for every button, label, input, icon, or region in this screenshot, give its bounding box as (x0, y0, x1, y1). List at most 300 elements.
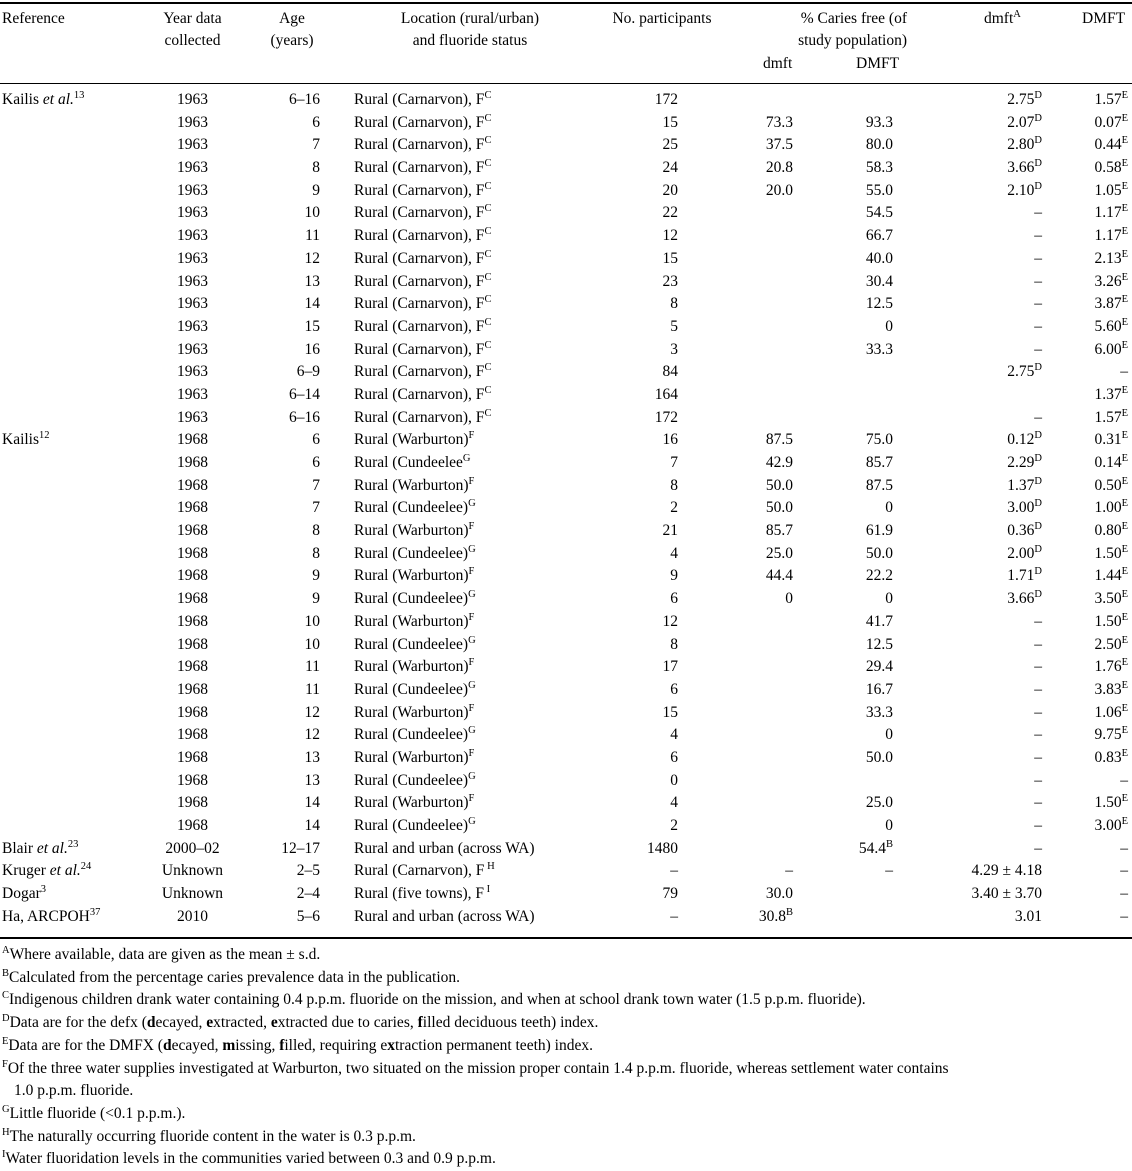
cell-age: 15 (304, 317, 320, 335)
dmft-footnote: D (1034, 453, 1042, 464)
cell-year: 1963 (177, 227, 208, 245)
cell-year: 1968 (177, 431, 208, 449)
table-header-rule (0, 83, 1132, 84)
cell-location: Rural (Carnarvon), $F^C$ (354, 316, 492, 335)
cell-year: 1963 (177, 91, 208, 108)
DMFT-footnote: E (1121, 226, 1128, 238)
cell-location: Rural (Carnarvon), $F^C$ (354, 362, 492, 381)
table-row (0, 429, 1132, 452)
cell-participants: 172 (654, 91, 678, 108)
table-top-rule (0, 2, 1132, 4)
cell-location: Rural (Warburton)$^F$ (354, 521, 475, 540)
footnote-text: Little fluoride (<0.1 p.p.m.). (9, 1104, 186, 1122)
cell-DMFT: $0.83^E$ (1094, 747, 1128, 766)
cell-DMFT: $1.50^E$ (1094, 543, 1128, 562)
cell-participants: 8 (670, 295, 678, 313)
cell-participants: 84 (662, 363, 678, 381)
cell-dmft: 3.40 ± 3.70 (971, 885, 1042, 903)
location-footnote: G (468, 589, 476, 601)
caries-dmft-footnote: B (785, 906, 793, 918)
cell-location: Rural (Carnarvon), $F^C$ (354, 90, 492, 108)
cell-dmft: $3.66^D$ (1007, 158, 1042, 177)
cell-age: 13 (304, 272, 320, 290)
cell-year: 1968 (177, 748, 208, 766)
table-row (0, 770, 1132, 793)
cell-dmft: – (1034, 748, 1042, 766)
cell-year: Unknown (161, 885, 224, 903)
cell-location: Rural (Warburton)$^F$ (354, 611, 475, 630)
location-footnote: F (468, 611, 475, 623)
cell-year: 1963 (177, 204, 208, 222)
DMFT-footnote: E (1121, 294, 1128, 306)
DMFT-footnote: E (1121, 725, 1128, 737)
cell-year: 1968 (177, 476, 208, 494)
table-row (0, 520, 1132, 543)
cell-dmft: $2.75^D$ (1007, 90, 1042, 108)
reference-et-al: et al. (42, 91, 74, 108)
cell-participants: 24 (662, 159, 678, 177)
cell-dmft: – (1034, 726, 1042, 744)
cell-DMFT: $0.07^E$ (1094, 112, 1128, 131)
table-row (0, 384, 1132, 407)
table-row (0, 134, 1132, 157)
location-footnote: G (468, 634, 476, 646)
cell-DMFT: $0.50^E$ (1094, 475, 1128, 494)
DMFT-footnote: E (1121, 271, 1128, 283)
cell-DMFT: $9.75^E$ (1094, 725, 1128, 744)
table-row (0, 906, 1132, 929)
cell-location: Rural (Carnarvon), $F^C$ (354, 112, 492, 131)
cell-participants: 15 (662, 703, 678, 721)
header-location-line2: and fluoride status (412, 32, 528, 49)
footnote (2, 944, 1128, 967)
cell-dmft: – (1034, 839, 1042, 857)
cell-dmft: – (1034, 680, 1042, 698)
cell-dmft: $3.66^D$ (1007, 589, 1042, 608)
table-row (0, 361, 1132, 384)
location-footnote: H (484, 861, 495, 873)
cell-caries-free-DMFT: 54.5 (865, 204, 893, 222)
location-footnote: F (468, 521, 475, 533)
dmft-footnote: D (1034, 498, 1042, 510)
cell-location: Rural (Carnarvon), $F^C$ (354, 203, 492, 222)
cell-dmft: – (1034, 249, 1042, 267)
header-caries-DMFT: DMFT (856, 55, 900, 72)
cell-age: 6–14 (289, 385, 320, 403)
cell-dmft: – (1034, 408, 1042, 426)
location-footnote: F (468, 702, 475, 714)
cell-DMFT: $3.83^E$ (1094, 679, 1128, 698)
DMFT-footnote: E (1121, 430, 1128, 442)
cell-caries-free-DMFT: 0 (885, 817, 893, 834)
cell-DMFT: $1.50^E$ (1094, 611, 1128, 630)
cell-location: Rural (Warburton)$^F$ (354, 566, 475, 585)
cell-caries-free-DMFT: 87.5 (865, 476, 893, 494)
cell-dmft: – (1034, 317, 1042, 335)
cell-DMFT: $1.17^E$ (1094, 203, 1128, 222)
cell-age: 2–5 (296, 862, 320, 880)
DMFT-footnote: E (1121, 747, 1128, 759)
reference-et-al: et al. (36, 839, 68, 857)
table-row (0, 112, 1132, 135)
location-footnote: I (484, 884, 491, 896)
DMFT-footnote: E (1121, 566, 1128, 578)
cell-age: 6 (312, 431, 320, 449)
cell-year: 1963 (177, 113, 208, 131)
header-dmft: dmft$^A$ (984, 9, 1021, 27)
cell-participants: 8 (670, 476, 678, 494)
cell-DMFT: – (1120, 839, 1128, 857)
location-footnote: C (484, 90, 492, 101)
cell-age: 10 (304, 204, 320, 222)
DMFT-footnote: E (1121, 498, 1128, 510)
cell-location: Rural (Carnarvon), $F^C$ (354, 158, 492, 177)
cell-reference: Kruger et al.$^{24}$ (2, 861, 92, 880)
cell-participants: 21 (662, 522, 678, 540)
cell-DMFT: $1.05^E$ (1094, 180, 1128, 199)
dmft-footnote: D (1034, 475, 1042, 487)
cell-DMFT: $3.26^E$ (1094, 271, 1128, 290)
DMFT-footnote: E (1121, 158, 1128, 170)
footnote-marker: C (2, 990, 10, 1002)
cell-reference: Kailis$^{12}$ (2, 430, 50, 449)
cell-dmft: $2.00^D$ (1007, 543, 1042, 562)
cell-caries-free-DMFT: 0 (885, 499, 893, 517)
cell-location: Rural (Carnarvon), F $^H$ (354, 861, 495, 880)
footnote-continuation: 1.0 p.p.m. fluoride. (14, 1082, 134, 1100)
table-row (0, 543, 1132, 566)
footnote (2, 1103, 1128, 1126)
cell-caries-free-DMFT: 58.3 (865, 159, 893, 177)
cell-caries-free-DMFT: 80.0 (865, 136, 893, 154)
table-row (0, 565, 1132, 588)
cell-year: 1963 (177, 363, 208, 381)
table-row (0, 248, 1132, 271)
cell-dmft: $1.37^D$ (1007, 475, 1042, 494)
cell-dmft: $2.07^D$ (1007, 112, 1042, 131)
cell-caries-free-dmft: 50.0 (765, 476, 793, 494)
cell-dmft: $2.29^D$ (1007, 453, 1042, 471)
header-caries-dmft: dmft (763, 55, 793, 72)
caries-DMFT-footnote: B (885, 838, 893, 850)
cell-caries-free-dmft: 20.8 (765, 159, 793, 177)
cell-participants: 164 (654, 385, 678, 403)
cell-year: 1963 (177, 317, 208, 335)
table-row (0, 339, 1132, 362)
cell-participants: 1480 (647, 839, 678, 857)
cell-DMFT: $0.80^E$ (1094, 521, 1128, 540)
cell-caries-free-DMFT: 75.0 (865, 431, 893, 449)
cell-dmft: $2.75^D$ (1007, 362, 1042, 381)
table-body (0, 89, 1132, 928)
cell-participants: 12 (662, 227, 678, 245)
cell-year: 1963 (177, 340, 208, 358)
table-footnotes (2, 944, 1128, 1171)
footnote (2, 1148, 1128, 1171)
DMFT-footnote: E (1121, 203, 1128, 215)
table-row (0, 271, 1132, 294)
cell-participants: 22 (662, 204, 678, 222)
cell-location: Rural (Warburton)$^F$ (354, 702, 475, 721)
cell-caries-free-DMFT: 61.9 (865, 522, 893, 540)
cell-year: 1968 (177, 658, 208, 676)
DMFT-footnote: E (1121, 339, 1128, 351)
cell-DMFT: $1.37^E$ (1094, 384, 1128, 403)
table-row (0, 202, 1132, 225)
cell-caries-free-DMFT: 12.5 (865, 295, 893, 313)
cell-caries-free-dmft: 85.7 (765, 522, 793, 540)
cell-year: 1968 (177, 703, 208, 721)
cell-year: 1968 (177, 635, 208, 653)
cell-DMFT: $1.00^E$ (1094, 498, 1128, 517)
cell-DMFT: $3.00^E$ (1094, 816, 1128, 834)
cell-year: 1963 (177, 295, 208, 313)
cell-caries-free-DMFT: – (885, 862, 893, 880)
header-participants: No. participants (612, 10, 712, 27)
cell-age: 8 (312, 522, 320, 540)
cell-reference: Kailis et al.$^{13}$ (2, 90, 85, 108)
cell-participants: 23 (662, 272, 678, 290)
cell-DMFT: $1.44^E$ (1094, 566, 1128, 585)
cell-caries-free-DMFT: 55.0 (865, 181, 893, 199)
cell-location: Rural (Carnarvon), $F^C$ (354, 339, 492, 358)
cell-age: 9 (312, 590, 320, 608)
cell-year: 1968 (177, 680, 208, 698)
table-row (0, 407, 1132, 430)
cell-location: Rural (Cundeelee$^G$ (354, 453, 471, 471)
footnote-text: The naturally occurring fluoride content in the water is 0.3 p.p.m. (9, 1127, 416, 1145)
cell-location: Rural (Warburton)$^F$ (354, 475, 475, 494)
cell-caries-free-dmft: 0 (785, 590, 793, 608)
footnote-marker: G (2, 1103, 10, 1115)
footnote (2, 1126, 1128, 1149)
dmft-footnote: D (1034, 589, 1042, 601)
dmft-footnote: D (1034, 180, 1042, 192)
cell-dmft: $1.71^D$ (1007, 566, 1042, 585)
dmft-footnote: D (1034, 158, 1042, 170)
cell-DMFT: $1.57^E$ (1094, 407, 1128, 426)
cell-participants: 20 (662, 181, 678, 199)
cell-participants: 5 (670, 317, 678, 335)
location-footnote: C (484, 362, 492, 374)
cell-year: 1968 (177, 817, 208, 834)
DMFT-footnote: E (1121, 112, 1128, 124)
cell-caries-free-DMFT: $54.4^B$ (858, 838, 893, 857)
cell-reference: Ha, ARCPOH$^{37}$ (2, 906, 101, 925)
cell-DMFT: $5.60^E$ (1094, 316, 1128, 335)
cell-reference: Dogar$^3$ (2, 884, 46, 903)
location-footnote: G (468, 770, 476, 782)
dmft-footnote: D (1034, 543, 1042, 555)
cell-dmft: $0.36^D$ (1007, 521, 1042, 540)
cell-age: 11 (305, 658, 320, 676)
cell-DMFT: – (1120, 771, 1128, 789)
cell-location: Rural and urban (across WA) (354, 839, 535, 857)
location-footnote: C (484, 339, 492, 351)
header-age-line1: Age (279, 10, 305, 27)
location-footnote: G (468, 679, 476, 691)
cell-age: 9 (312, 567, 320, 585)
cell-age: 6–16 (289, 91, 320, 108)
cell-age: 14 (304, 295, 320, 313)
reference-citation: 3 (40, 884, 46, 896)
cell-dmft: – (1034, 272, 1042, 290)
location-footnote: G (462, 453, 471, 464)
cell-location: Rural (Carnarvon), $F^C$ (354, 226, 492, 245)
cell-DMFT: – (1120, 885, 1128, 903)
cell-DMFT: $1.50^E$ (1094, 793, 1128, 812)
location-footnote: F (468, 657, 475, 669)
cell-location: Rural (Cundeelee)$^G$ (354, 816, 476, 834)
cell-dmft: – (1034, 227, 1042, 245)
cell-dmft: – (1034, 658, 1042, 676)
location-footnote: C (484, 135, 492, 147)
cell-year: 1968 (177, 771, 208, 789)
cell-dmft: – (1034, 794, 1042, 812)
footnote (2, 1058, 1128, 1103)
cell-caries-free-dmft: $30.8^B$ (758, 906, 793, 925)
cell-year: 1968 (177, 794, 208, 812)
cell-participants: 172 (654, 408, 678, 426)
cell-participants: 3 (670, 340, 678, 358)
footnote (2, 1035, 1128, 1058)
table-row (0, 702, 1132, 725)
cell-location: Rural and urban (across WA) (354, 907, 535, 925)
cell-location: Rural (Cundeelee)$^G$ (354, 725, 476, 744)
cell-caries-free-DMFT: 66.7 (865, 227, 893, 245)
cell-year: 1968 (177, 522, 208, 540)
cell-reference: Blair et al.$^{23}$ (2, 838, 79, 857)
cell-caries-free-dmft: 44.4 (765, 567, 793, 585)
table-row (0, 815, 1132, 838)
DMFT-footnote: E (1121, 90, 1128, 101)
location-footnote: F (468, 566, 475, 578)
cell-year: 1968 (177, 590, 208, 608)
cell-age: 12 (304, 726, 320, 744)
cell-age: 7 (312, 136, 320, 154)
cell-location: Rural (Carnarvon), $F^C$ (354, 407, 492, 426)
cell-caries-free-dmft: 87.5 (765, 431, 793, 449)
dmft-footnote: D (1034, 90, 1042, 101)
footnote (2, 967, 1128, 990)
header-year-line2: collected (164, 32, 221, 49)
DMFT-footnote: E (1121, 475, 1128, 487)
cell-caries-free-DMFT: 0 (885, 726, 893, 744)
footnote-marker: F (2, 1058, 8, 1070)
cell-participants: 4 (670, 726, 678, 744)
footnote-text: Water fluoridation levels in the communities varied between 0.3 and 0.9 p.p.m. (5, 1150, 496, 1168)
footnote-text: Of the three water supplies investigated at Warburton, two situated on the mission proper contain 1.4 p.p.m. fluoride, whereas settlement water contains (7, 1059, 949, 1077)
cell-dmft: – (1034, 771, 1042, 789)
cell-year: 1968 (177, 499, 208, 517)
cell-DMFT: $2.13^E$ (1094, 248, 1128, 267)
cell-DMFT: $1.06^E$ (1094, 702, 1128, 721)
cell-location: Rural (Warburton)$^F$ (354, 793, 475, 812)
footnote-text: Data are for the DMFX (decayed, missing, filled, requiring extraction permanent teeth) index. (8, 1036, 593, 1054)
cell-participants: 17 (662, 658, 678, 676)
cell-age: 11 (305, 227, 320, 245)
cell-age: 14 (304, 817, 320, 834)
cell-participants: – (670, 907, 678, 925)
cell-year: 1963 (177, 181, 208, 199)
cell-caries-free-DMFT: 29.4 (865, 658, 893, 676)
reference-citation: 23 (67, 838, 79, 850)
cell-caries-free-dmft: 30.0 (765, 885, 793, 903)
cell-participants: – (670, 862, 678, 880)
footnote-text: Calculated from the percentage caries prevalence data in the publication. (9, 968, 461, 986)
cell-caries-free-DMFT: 22.2 (865, 567, 893, 585)
cell-participants: 16 (662, 431, 678, 449)
footnote-marker: H (2, 1126, 10, 1138)
header-caries-free (740, 8, 907, 52)
cell-location: Rural (Warburton)$^F$ (354, 747, 475, 766)
cell-age: 12 (304, 249, 320, 267)
cell-dmft: $0.12^D$ (1007, 430, 1042, 449)
DMFT-footnote: E (1121, 248, 1128, 260)
table-row (0, 293, 1132, 316)
cell-participants: 4 (670, 794, 678, 812)
location-footnote: C (484, 203, 492, 215)
location-footnote: C (484, 294, 492, 306)
location-footnote: C (484, 158, 492, 170)
header-reference: Reference (2, 10, 65, 27)
cell-location: Rural (Carnarvon), $F^C$ (354, 180, 492, 199)
cell-caries-free-dmft: 50.0 (765, 499, 793, 517)
cell-participants: 25 (662, 136, 678, 154)
cell-caries-free-DMFT: 93.3 (865, 113, 893, 131)
cell-caries-free-dmft: 20.0 (765, 181, 793, 199)
DMFT-footnote: E (1121, 793, 1128, 805)
location-footnote: C (484, 226, 492, 238)
cell-caries-free-DMFT: 0 (885, 317, 893, 335)
DMFT-footnote: E (1121, 180, 1128, 192)
cell-participants: 4 (670, 544, 678, 562)
table-row (0, 180, 1132, 203)
location-footnote: F (468, 747, 475, 759)
cell-year: 1968 (177, 567, 208, 585)
cell-dmft: 3.01 (1014, 907, 1042, 925)
table-row (0, 452, 1132, 475)
cell-participants: 0 (670, 771, 678, 789)
footnote-text: Data are for the defx (decayed, extracted, extracted due to caries, filled deciduous teeth) index. (9, 1014, 599, 1032)
location-footnote: C (484, 407, 492, 419)
cell-participants: 79 (662, 885, 678, 903)
cell-DMFT: $0.44^E$ (1094, 135, 1128, 154)
header-age-line2: (years) (270, 32, 314, 49)
cell-year: 1963 (177, 136, 208, 154)
header-caries-line1: % Caries free (of (800, 10, 907, 27)
cell-age: 8 (312, 544, 320, 562)
cell-participants: 2 (670, 817, 678, 834)
cell-caries-free-dmft: 37.5 (765, 136, 793, 154)
cell-age: 10 (304, 635, 320, 653)
table-row (0, 157, 1132, 180)
cell-dmft: – (1034, 612, 1042, 630)
cell-caries-free-dmft: 73.3 (765, 113, 793, 131)
cell-participants: 9 (670, 567, 678, 585)
cell-location: Rural (Cundeelee)$^G$ (354, 498, 476, 517)
cell-age: 6–9 (296, 363, 320, 381)
location-footnote: F (468, 793, 475, 805)
dmft-footnote: D (1034, 521, 1042, 533)
table-row (0, 611, 1132, 634)
cell-location: Rural (Carnarvon), $F^C$ (354, 271, 492, 290)
location-footnote: C (484, 248, 492, 260)
cell-dmft: $2.80^D$ (1007, 135, 1042, 154)
cell-age: 2–4 (296, 885, 320, 903)
DMFT-footnote: E (1121, 407, 1128, 419)
cell-dmft: – (1034, 635, 1042, 653)
